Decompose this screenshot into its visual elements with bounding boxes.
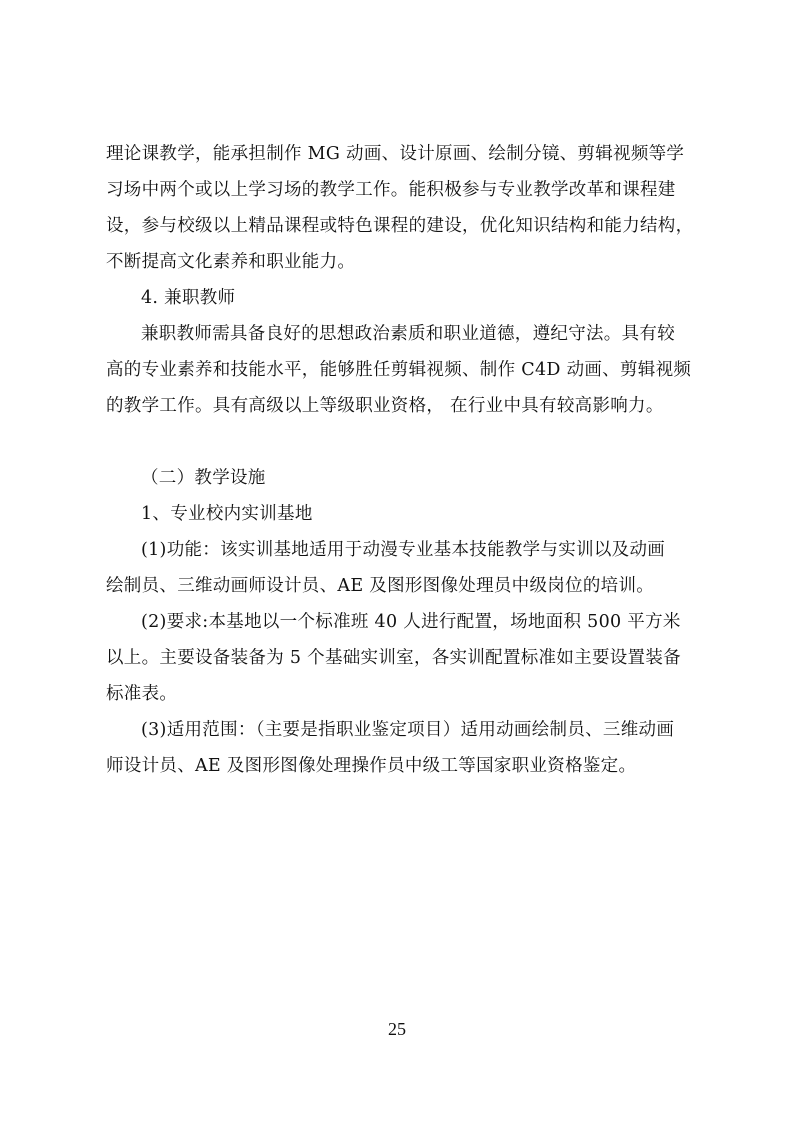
paragraph-line: 理论课教学，能承担制作 MG 动画、设计原画、绘制分镜、剪辑视频等学 — [106, 144, 685, 164]
section-heading-part-time-teachers: 4. 兼职教师 — [141, 288, 236, 308]
paragraph-line: 习场中两个或以上学习场的教学工作。能积极参与专业教学改革和课程建 — [106, 180, 676, 200]
paragraph-line: 师设计员、AE 及图形图像处理操作员中级工等国家职业资格鉴定。 — [106, 756, 637, 776]
paragraph-line: 标准表。 — [106, 684, 178, 704]
paragraph-line: 高的专业素养和技能水平，能够胜任剪辑视频、制作 C4D 动画、剪辑视频 — [106, 360, 692, 380]
paragraph-line: 兼职教师需具备良好的思想政治素质和职业道德，遵纪守法。具有较 — [141, 324, 675, 344]
paragraph-line: 设，参与校级以上精品课程或特色课程的建设，优化知识结构和能力结构， — [106, 216, 694, 236]
paragraph-line: (2)要求:本基地以一个标准班 40 人进行配置，场地面积 500 平方米 — [141, 612, 681, 632]
section-heading-teaching-facilities: （二）教学设施 — [141, 468, 266, 488]
paragraph-line: 不断提高文化素养和职业能力。 — [106, 252, 356, 272]
paragraph-line: (1)功能：该实训基地适用于动漫专业基本技能教学与实训以及动画 — [141, 540, 666, 560]
page-number: 25 — [388, 1019, 406, 1039]
subsection-heading-training-base: 1、专业校内实训基地 — [141, 504, 313, 524]
paragraph-line: (3)适用范围：（主要是指职业鉴定项目）适用动画绘制员、三维动画 — [141, 720, 675, 740]
paragraph-line: 绘制员、三维动画师设计员、AE 及图形图像处理员中级岗位的培训。 — [106, 576, 655, 596]
paragraph-line: 以上。主要设备装备为 5 个基础实训室，各实训配置标准如主要设置装备 — [106, 648, 681, 668]
paragraph-line: 的教学工作。具有高级以上等级职业资格， 在行业中具有较高影响力。 — [106, 396, 664, 416]
